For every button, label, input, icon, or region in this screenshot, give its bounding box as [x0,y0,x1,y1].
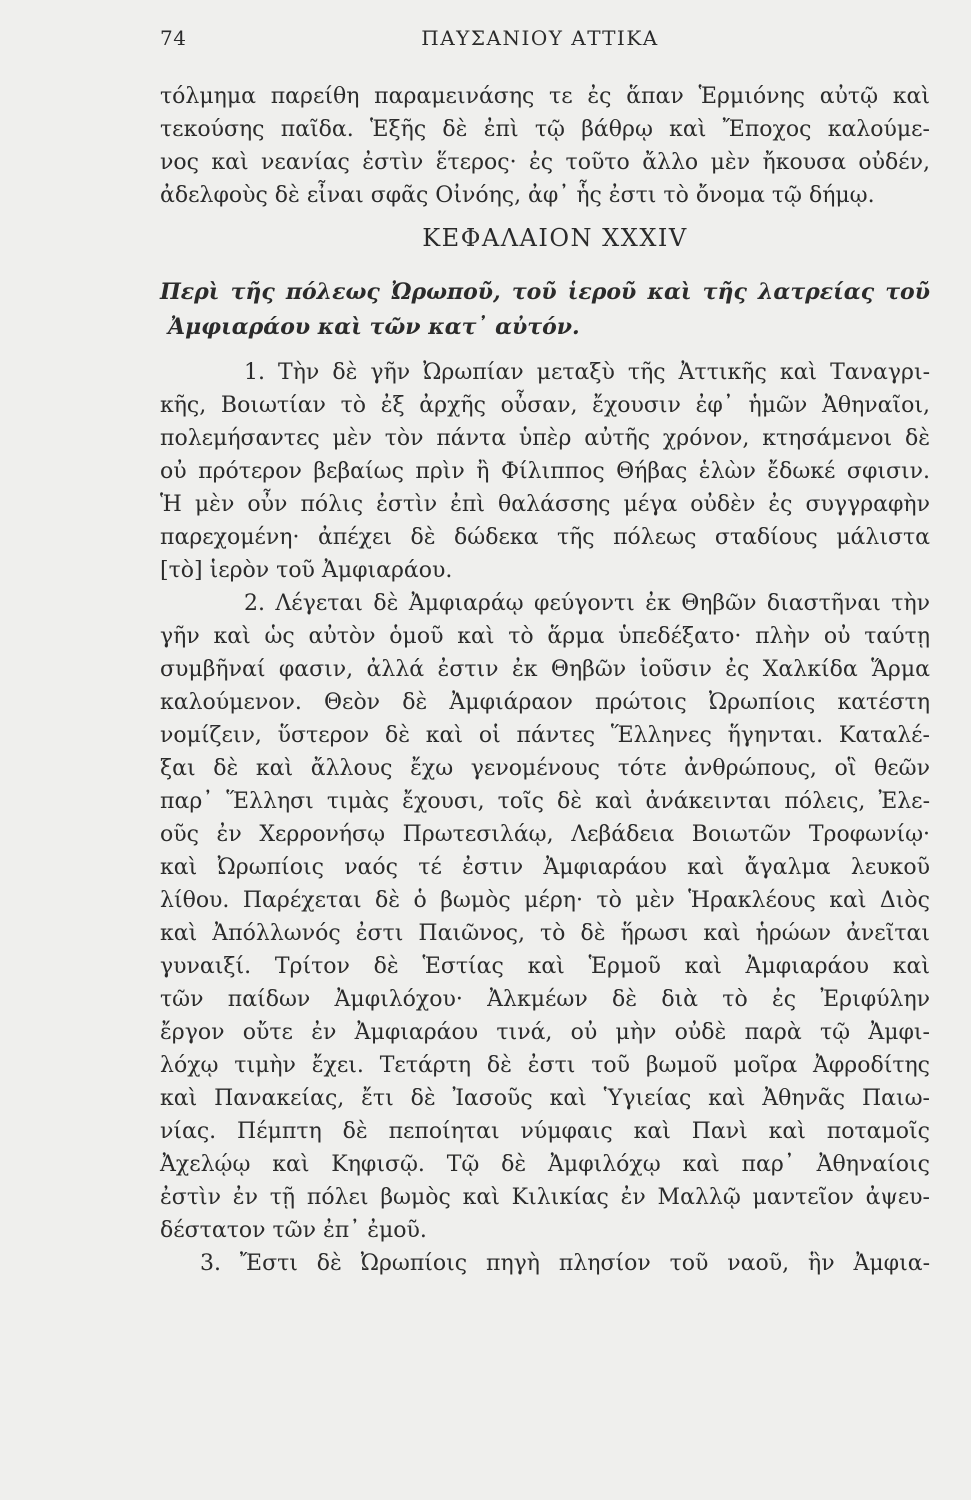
text-line: τεκούσης παῖδα. Ἑξῆς δὲ ἐπὶ τῷ βάθρῳ καὶ Ἔποχος καλούμε- [160,117,930,142]
text-line: ἔργον οὔτε ἐν Ἀμφιαράου τινά, οὐ μὴν οὐδὲ παρὰ τῷ Ἀμφι- [160,1020,930,1045]
text-line: γυναιξί. Τρίτον δὲ Ἑστίας καὶ Ἑρμοῦ καὶ Ἀμφιαράου καὶ [160,954,930,979]
section-1 [160,356,930,587]
text-line: καὶ Πανακείας, ἔτι δὲ Ἰασοῦς καὶ Ὑγιείας καὶ Ἀθηνᾶς Παιω- [160,1086,930,1111]
text-line: οῦς ἐν Χερρονήσῳ Πρωτεσιλάῳ, Λεβάδεια Βοιωτῶν Τροφωνίῳ· [160,822,930,847]
text-line: γῆν καὶ ὡς αὐτὸν ὁμοῦ καὶ τὸ ἅρμα ὑπεδέξατο· πλὴν οὐ ταύτῃ [160,624,930,649]
text-line: συμβῆναί φασιν, ἀλλά ἐστιν ἐκ Θηβῶν ἰοῦσιν ἐς Χαλκίδα Ἅρμα [160,657,930,682]
text-line: Ἀχελῴῳ καὶ Κηφισῷ. Τῷ δὲ Ἀμφιλόχῳ καὶ παρ᾽ Ἀθηναίοις [160,1152,930,1177]
text-line: νομίζειν, ὕστερον δὲ καὶ οἱ πάντες Ἕλληνες ἥγηνται. Καταλέ- [160,723,930,748]
text-line: 1. Τὴν δὲ γῆν Ὠρωπίαν μεταξὺ τῆς Ἀττικῆς καὶ Ταναγρι- [244,360,930,385]
text-line: νος καὶ νεανίας ἐστὶν ἕτερος· ἐς τοῦτο ἄλλο μὲν ἤκουσα οὐδέν, [160,150,930,175]
section-2 [160,587,930,1247]
text-line: παρ᾽ Ἕλλησι τιμὰς ἔχουσι, τοῖς δὲ καὶ ἀνάκεινται πόλεις, Ἐλε- [160,789,930,814]
section-3 [160,1247,930,1280]
text-line: λόχῳ τιμὴν ἔχει. Τετάρτη δὲ ἐστι τοῦ βωμοῦ μοῖρα Ἀφροδίτης [160,1053,930,1078]
text-line: καλούμενον. Θεὸν δὲ Ἀμφιάραον πρώτοις Ὠρωπίοις κατέστη [160,690,930,715]
intro-paragraph [160,80,930,212]
text-line: ξαι δὲ καὶ ἄλλους ἔχω γενομένους τότε ἀνθρώπους, οἳ θεῶν [160,756,930,781]
text-line: ἀδελφοὺς δὲ εἶναι σφᾶς Οἰνόης, ἀφ᾽ ἧς ἐστι τὸ ὄνομα τῷ δήμῳ. [160,183,875,208]
text-line: 3. Ἔστι δὲ Ὠρωπίοις πηγὴ πλησίον τοῦ ναοῦ, ἣν Ἀμφια- [200,1251,930,1276]
text-line: Ἡ μὲν οὖν πόλις ἐστὶν ἐπὶ θαλάσσης μέγα οὐδὲν ἐς συγγραφὴν [160,492,930,517]
chapter-heading: ΚΕΦΑΛΑΙΟΝ XXXIV [422,224,688,252]
text-line: 2. Λέγεται δὲ Ἀμφιαράῳ φεύγοντι ἐκ Θηβῶν διαστῆναι τὴν [244,591,930,616]
text-line: [τὸ] ἱερὸν τοῦ Ἀμφιαράου. [160,558,453,583]
text-line: δέστατον τῶν ἐπ᾽ ἐμοῦ. [160,1218,427,1243]
text-line: καὶ Ἀπόλλωνός ἐστι Παιῶνος, τὸ δὲ ἥρωσι καὶ ἡρώων ἀνεῖται [160,921,930,946]
main-text [160,80,930,1280]
text-line: ἐστὶν ἐν τῇ πόλει βωμὸς καὶ Κιλικίας ἐν Μαλλῷ μαντεῖον ἀψευ- [160,1185,930,1210]
text-line: τόλμημα παρείθη παραμεινάσης τε ἐς ἅπαν Ἑρμιόνης αὐτῷ καὶ [160,84,930,109]
text-line: λίθου. Παρέχεται δὲ ὁ βωμὸς μέρη· τὸ μὲν Ἡρακλέους καὶ Διὸς [160,888,930,913]
chapter-summary-line: Περὶ τῆς πόλεως Ὠρωποῦ, τοῦ ἱεροῦ καὶ τῆς λατρείας τοῦ [160,279,930,305]
text-line: κῆς, Βοιωτίαν τὸ ἐξ ἀρχῆς οὖσαν, ἔχουσιν ἐφ᾽ ἡμῶν Ἀθηναῖοι, [160,393,930,418]
text-line: νίας. Πέμπτη δὲ πεποίηται νύμφαις καὶ Πανὶ καὶ ποταμοῖς [160,1119,930,1144]
text-line: πολεμήσαντες μὲν τὸν πάντα ὑπὲρ αὐτῆς χρόνον, κτησάμενοι δὲ [160,426,930,451]
text-line: παρεχομένη· ἀπέχει δὲ δώδεκα τῆς πόλεως σταδίους μάλιστα [160,525,930,550]
text-line: τῶν παίδων Ἀμφιλόχου· Ἀλκμέων δὲ διὰ τὸ ἐς Ἐριφύλην [160,987,930,1012]
text-line: οὐ πρότερον βεβαίως πρὶν ἢ Φίλιππος Θήβας ἑλὼν ἔδωκέ σφισιν. [160,459,930,484]
running-title: ΠΑΥΣΑΝΙΟΥ ΑΤΤΙΚΑ [421,26,659,50]
text-line: καὶ Ὠρωπίοις ναός τέ ἐστιν Ἀμφιαράου καὶ ἄγαλμα λευκοῦ [160,855,930,880]
page-number: 74 [160,26,187,50]
chapter-summary-line: Ἀμφιαράου καὶ τῶν κατ᾽ αὐτόν. [168,314,580,340]
running-head [160,26,941,60]
